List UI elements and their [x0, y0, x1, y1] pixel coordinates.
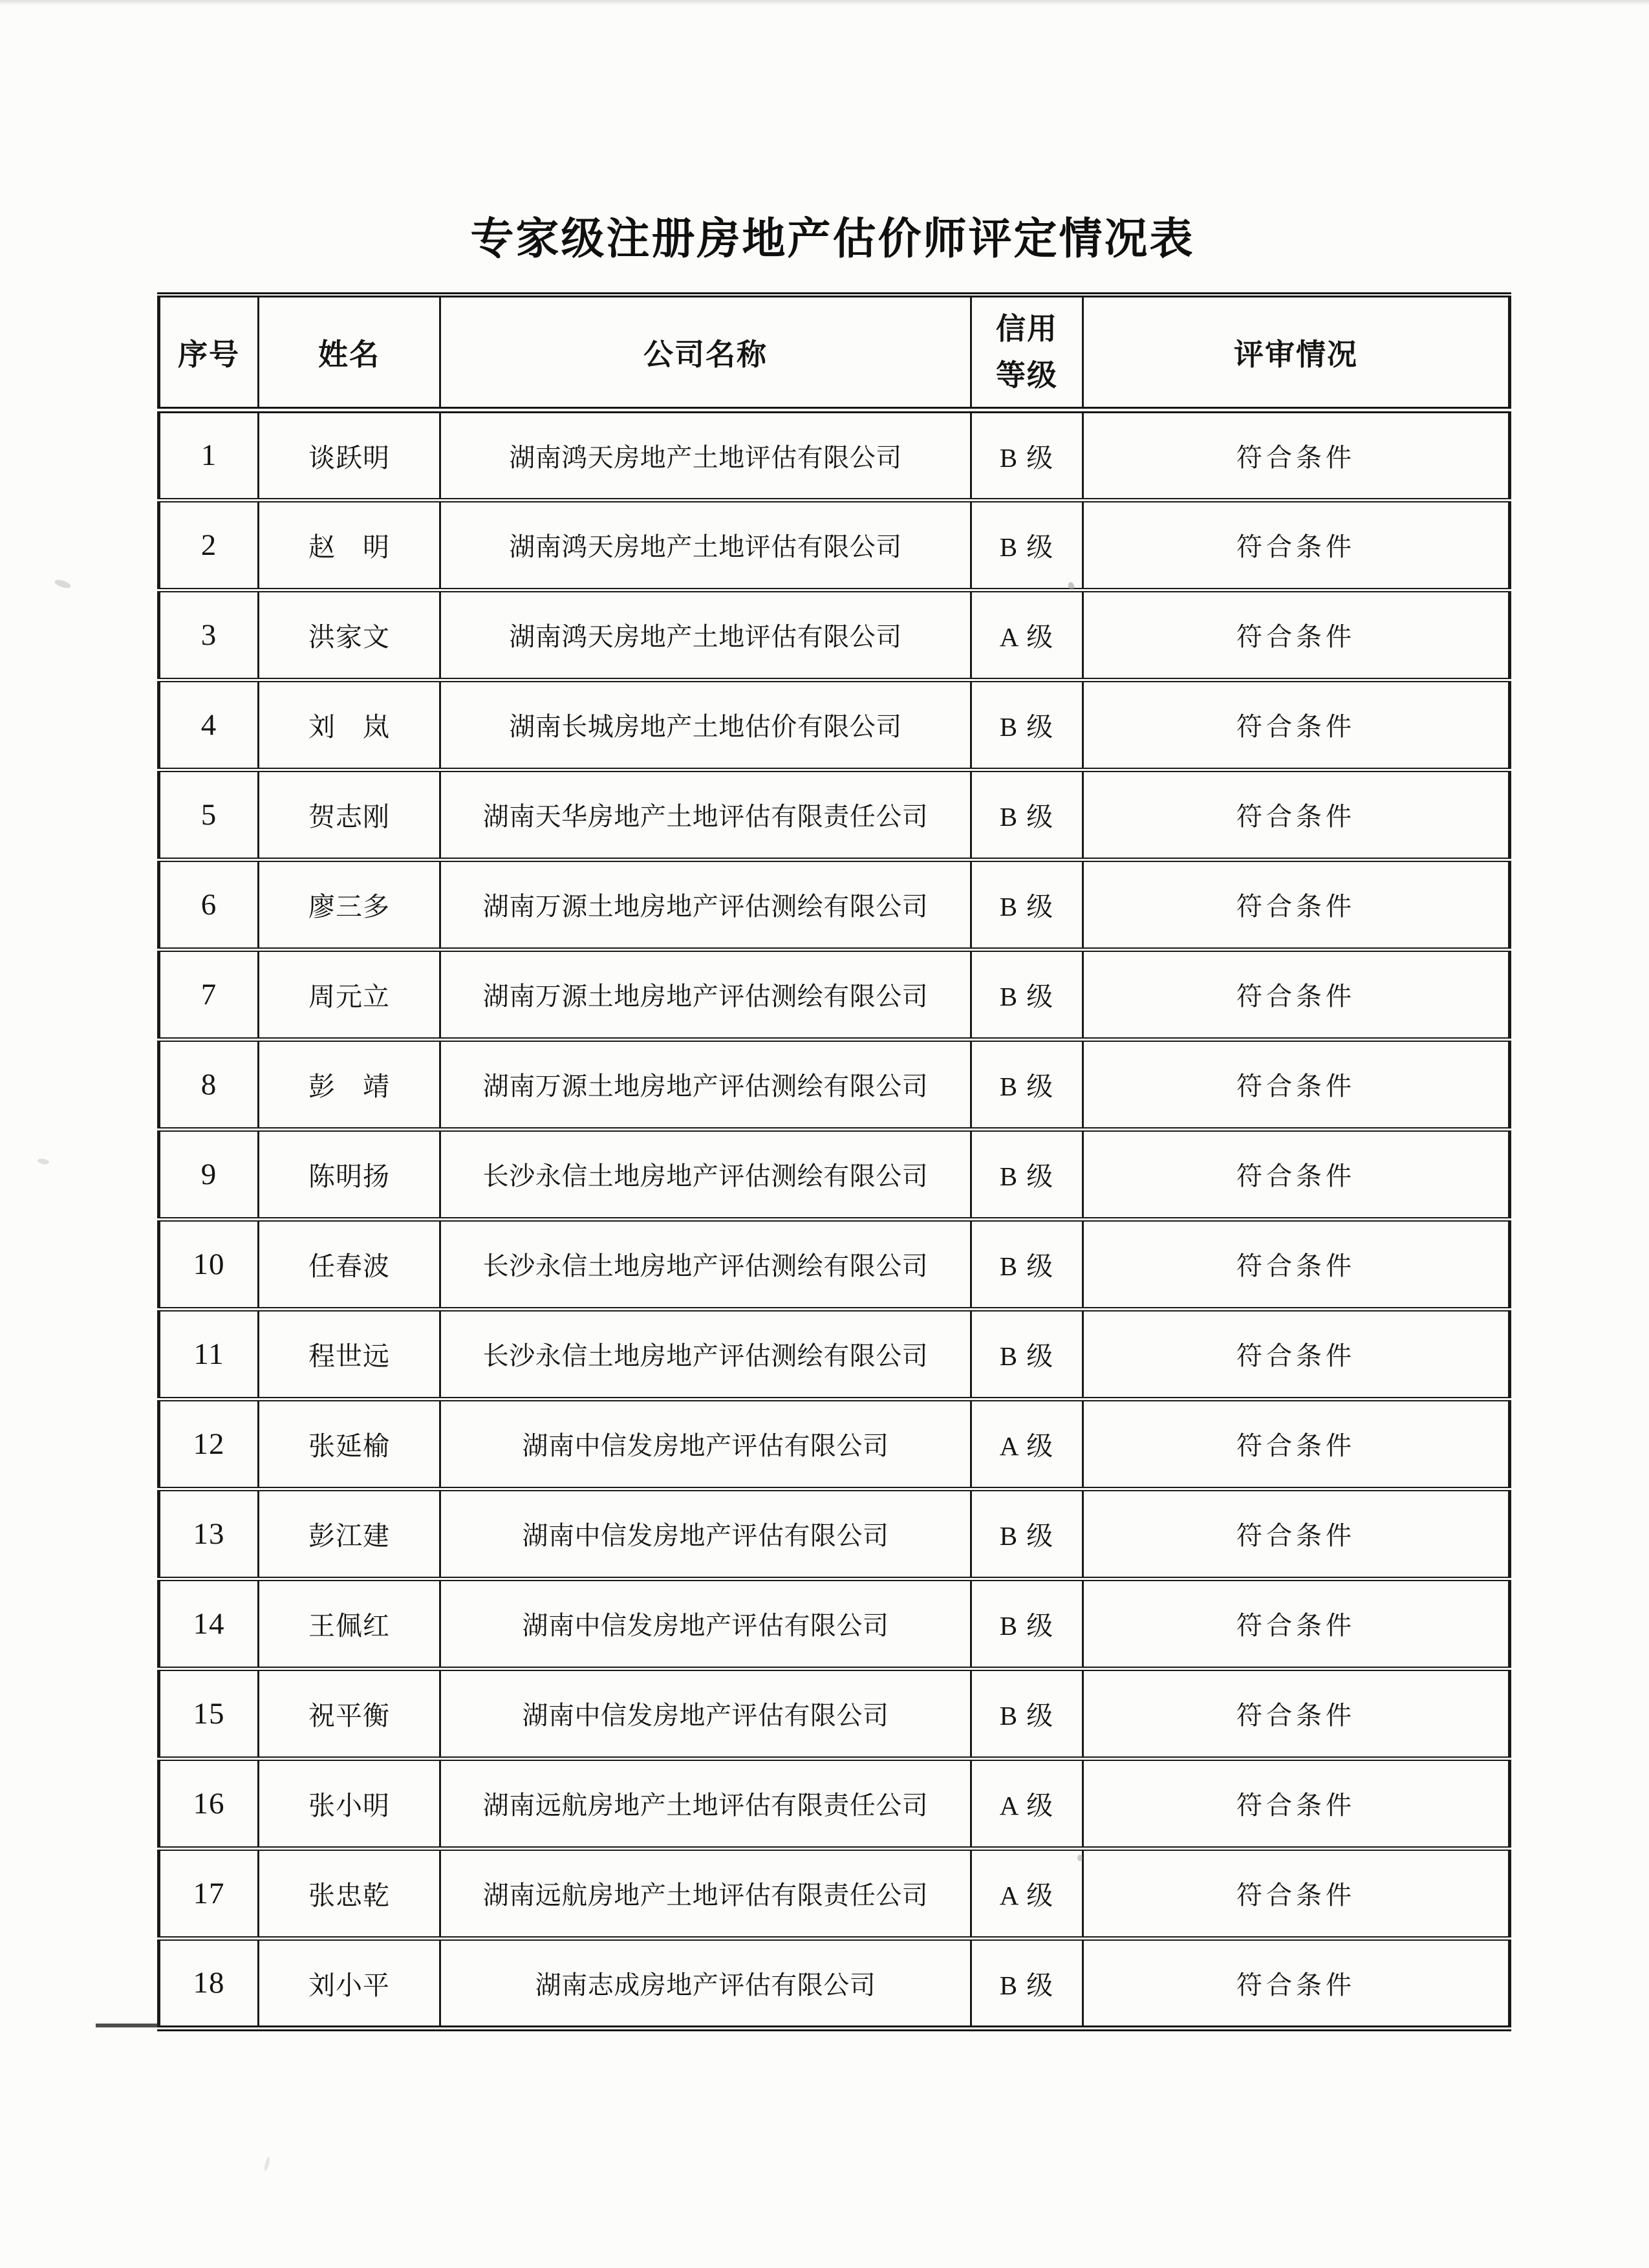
cell-credit-rating: B 级: [971, 1129, 1083, 1219]
cell-credit-rating: A 级: [971, 1848, 1083, 1938]
cell-review-status: 符合条件: [1083, 1489, 1510, 1579]
cell-company: 湖南志成房地产评估有限公司: [440, 1938, 971, 2028]
cell-name: 刘 岚: [259, 680, 440, 770]
cell-company: 湖南天华房地产土地评估有限责任公司: [440, 770, 971, 859]
cell-review-status: 符合条件: [1083, 1219, 1510, 1309]
cell-no: 6: [159, 859, 259, 949]
cell-company: 湖南长城房地产土地估价有限公司: [440, 680, 971, 770]
cell-credit-rating: B 级: [971, 1489, 1083, 1579]
cell-review-status: 符合条件: [1083, 1669, 1510, 1758]
cell-no: 7: [159, 949, 259, 1039]
cell-review-status: 符合条件: [1083, 770, 1510, 859]
cell-company: 湖南中信发房地产评估有限公司: [440, 1669, 971, 1758]
cell-review-status: 符合条件: [1083, 410, 1510, 500]
cell-credit-rating: B 级: [971, 680, 1083, 770]
cell-company: 湖南万源土地房地产评估测绘有限公司: [440, 859, 971, 949]
cell-no: 18: [159, 1938, 259, 2028]
cell-name: 祝平衡: [259, 1669, 440, 1758]
table-row: [159, 1938, 1510, 2028]
cell-no: 12: [159, 1399, 259, 1489]
cell-review-status: 符合条件: [1083, 1309, 1510, 1399]
cell-no: 10: [159, 1219, 259, 1309]
table-row: [159, 590, 1510, 680]
cell-name: 张延榆: [259, 1399, 440, 1489]
cell-credit-rating: A 级: [971, 590, 1083, 680]
cell-credit-rating: A 级: [971, 1399, 1083, 1489]
cell-company: 长沙永信土地房地产评估测绘有限公司: [440, 1309, 971, 1399]
table-row: [159, 410, 1510, 500]
cell-review-status: 符合条件: [1083, 949, 1510, 1039]
cell-no: 2: [159, 500, 259, 590]
cell-no: 14: [159, 1579, 259, 1669]
cell-company: 湖南鸿天房地产土地评估有限公司: [440, 410, 971, 500]
cell-company: 湖南鸿天房地产土地评估有限公司: [440, 500, 971, 590]
cell-company: 湖南中信发房地产评估有限公司: [440, 1489, 971, 1579]
cell-no: 11: [159, 1309, 259, 1399]
cell-no: 15: [159, 1669, 259, 1758]
cell-name: 程世远: [259, 1309, 440, 1399]
header-name: 姓名: [259, 295, 440, 410]
cell-no: 13: [159, 1489, 259, 1579]
cell-company: 湖南万源土地房地产评估测绘有限公司: [440, 949, 971, 1039]
cell-name: 廖三多: [259, 859, 440, 949]
cell-review-status: 符合条件: [1083, 680, 1510, 770]
cell-name: 贺志刚: [259, 770, 440, 859]
table-row: [159, 1848, 1510, 1938]
header-credit-line2: 等级: [996, 358, 1058, 392]
cell-no: 3: [159, 590, 259, 680]
cell-name: 陈明扬: [259, 1129, 440, 1219]
cell-name: 彭江建: [259, 1489, 440, 1579]
table-row: [159, 500, 1510, 590]
cell-company: 湖南远航房地产土地评估有限责任公司: [440, 1758, 971, 1848]
cell-company: 湖南中信发房地产评估有限公司: [440, 1399, 971, 1489]
cell-credit-rating: B 级: [971, 410, 1083, 500]
table-row: [159, 770, 1510, 859]
cell-no: 4: [159, 680, 259, 770]
cell-company: 湖南中信发房地产评估有限公司: [440, 1579, 971, 1669]
cell-review-status: 符合条件: [1083, 1399, 1510, 1489]
cell-no: 16: [159, 1758, 259, 1848]
cell-review-status: 符合条件: [1083, 1579, 1510, 1669]
cell-credit-rating: A 级: [971, 1758, 1083, 1848]
cell-review-status: 符合条件: [1083, 859, 1510, 949]
cell-no: 8: [159, 1039, 259, 1129]
cell-no: 9: [159, 1129, 259, 1219]
table-row: [159, 1669, 1510, 1758]
cell-name: 周元立: [259, 949, 440, 1039]
scan-speck: [1077, 1855, 1083, 1861]
cell-company: 湖南万源土地房地产评估测绘有限公司: [440, 1039, 971, 1129]
scan-speck: [37, 1158, 49, 1165]
table-body: [159, 410, 1510, 2028]
cell-no: 5: [159, 770, 259, 859]
header-no: 序号: [159, 295, 259, 410]
scan-speck: [54, 578, 72, 590]
cell-credit-rating: B 级: [971, 1039, 1083, 1129]
table-row: [159, 859, 1510, 949]
table-header: [159, 295, 1510, 410]
page-title: 专家级注册房地产估价师评定情况表: [470, 215, 1195, 263]
cell-name: 张小明: [259, 1758, 440, 1848]
cell-name: 任春波: [259, 1219, 440, 1309]
table-row: [159, 1489, 1510, 1579]
cell-company: 湖南远航房地产土地评估有限责任公司: [440, 1848, 971, 1938]
table-row: [159, 1039, 1510, 1129]
table-row: [159, 1579, 1510, 1669]
cell-name: 谈跃明: [259, 410, 440, 500]
header-row: [159, 295, 1510, 410]
cell-name: 张忠乾: [259, 1848, 440, 1938]
cell-credit-rating: B 级: [971, 859, 1083, 949]
cell-no: 17: [159, 1848, 259, 1938]
cell-name: 刘小平: [259, 1938, 440, 2028]
table-row: [159, 1219, 1510, 1309]
cell-no: 1: [159, 410, 259, 500]
cell-review-status: 符合条件: [1083, 1129, 1510, 1219]
cell-review-status: 符合条件: [1083, 1758, 1510, 1848]
table-row: [159, 949, 1510, 1039]
cell-review-status: 符合条件: [1083, 1848, 1510, 1938]
cell-review-status: 符合条件: [1083, 1938, 1510, 2028]
cell-credit-rating: B 级: [971, 1669, 1083, 1758]
cell-name: 彭 靖: [259, 1039, 440, 1129]
table-row: [159, 1399, 1510, 1489]
cell-company: 湖南鸿天房地产土地评估有限公司: [440, 590, 971, 680]
cell-credit-rating: B 级: [971, 1309, 1083, 1399]
table-row: [159, 1309, 1510, 1399]
cell-credit-rating: B 级: [971, 1219, 1083, 1309]
cell-credit-rating: B 级: [971, 500, 1083, 590]
cell-credit-rating: B 级: [971, 949, 1083, 1039]
header-credit-rating: [971, 295, 1083, 410]
cell-credit-rating: B 级: [971, 1579, 1083, 1669]
cell-review-status: 符合条件: [1083, 590, 1510, 680]
header-company: 公司名称: [440, 295, 971, 410]
cell-company: 长沙永信土地房地产评估测绘有限公司: [440, 1219, 971, 1309]
cell-name: 赵 明: [259, 500, 440, 590]
table-row: [159, 1758, 1510, 1848]
scan-line-artifact: [96, 2024, 160, 2027]
cell-credit-rating: B 级: [971, 770, 1083, 859]
scan-speck: [263, 2157, 270, 2172]
table-row: [159, 1129, 1510, 1219]
cell-company: 长沙永信土地房地产评估测绘有限公司: [440, 1129, 971, 1219]
appraiser-evaluation-table: [157, 292, 1511, 2031]
cell-name: 王佩红: [259, 1579, 440, 1669]
table-row: [159, 680, 1510, 770]
header-credit-line1: 信用: [996, 312, 1058, 346]
cell-name: 洪家文: [259, 590, 440, 680]
cell-review-status: 符合条件: [1083, 1039, 1510, 1129]
cell-credit-rating: B 级: [971, 1938, 1083, 2028]
cell-review-status: 符合条件: [1083, 500, 1510, 590]
header-review: 评审情况: [1083, 295, 1510, 410]
